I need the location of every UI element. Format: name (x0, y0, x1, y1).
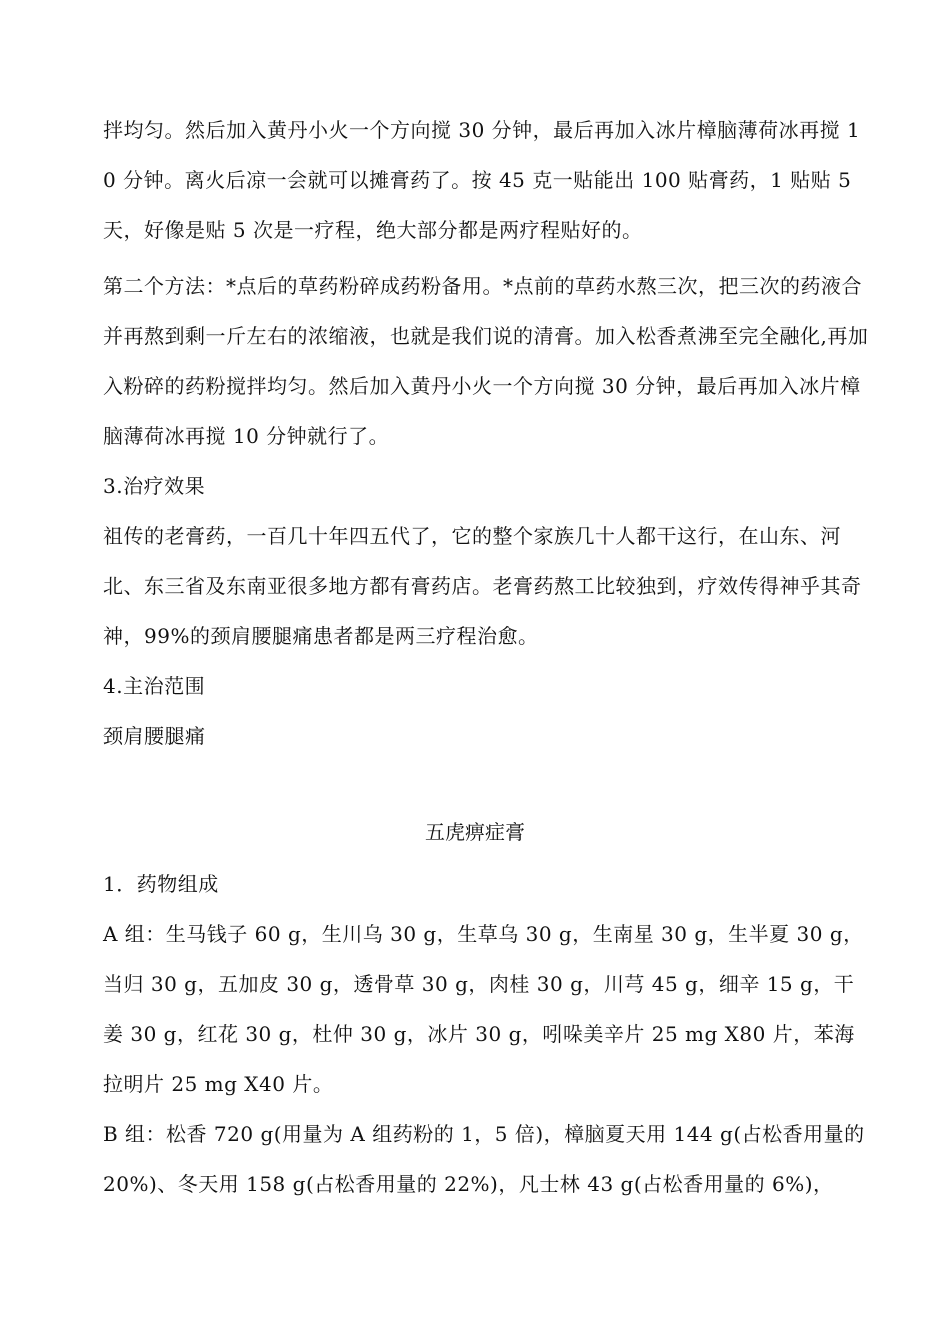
paragraph-treatment-effect: 祖传的老膏药，一百几十年四五代了，它的整个家族几十人都干这行，在山东、河北、东三省及东南亚很多地方都有膏药店。老膏药熬工比较独到，疗效传得神乎其奇神，99%的颈肩腰腿痛患者都是两三疗程治愈。 (103, 524, 862, 648)
paragraph-indications: 颈肩腰腿痛 (103, 724, 206, 748)
paragraph-group-b: B 组：松香 720 g(用量为 A 组药粉的 1，5 倍)，樟脑夏天用 144 g(占松香用量的 20%)、冬天用 158 g(占松香用量的 22%)，凡士林 43 g(占松香用量的 6%)， (103, 1122, 865, 1196)
paragraph-preparation-method-one-end: 拌均匀。然后加入黄丹小火一个方向搅 30 分钟，最后再加入冰片樟脑薄荷冰再搅 10 分钟。离火后凉一会就可以摊膏药了。按 45 克一贴能出 100 贴膏药，1 贴贴 5 天，好像是贴 5 次是一疗程，绝大部分都是两疗程贴好的。 (103, 118, 861, 242)
paragraph-group-a: A 组：生马钱子 60 g，生川乌 30 g，生草乌 30 g，生南星 30 g，生半夏 30 g，当归 30 g，五加皮 30 g，透骨草 30 g，肉桂 30 g，川芎 45 g，细辛 15 g，干姜 30 g，红花 30 g，杜仲 30 g，冰片 30 g，吲哚美辛片 25 mg X80 片，苯海拉明片 25 mg X40 片。 (103, 922, 864, 1096)
heading-drug-composition: 1．药物组成 (103, 872, 219, 896)
section-title: 五虎痹症膏 (425, 820, 525, 844)
heading-indications: 4.主治范围 (103, 674, 206, 698)
heading-treatment-effect: 3.治疗效果 (103, 474, 206, 498)
paragraph-preparation-method-two: 第二个方法：*点后的草药粉碎成药粉备用。*点前的草药水熬三次，把三次的药液合并再熬到剩一斤左右的浓缩液，也就是我们说的清膏。加入松香煮沸至完全融化,再加入粉碎的药粉搅拌均匀。然后加入黄丹小火一个方向搅 30 分钟，最后再加入冰片樟脑薄荷冰再搅 10 分钟就行了。 (103, 274, 869, 448)
